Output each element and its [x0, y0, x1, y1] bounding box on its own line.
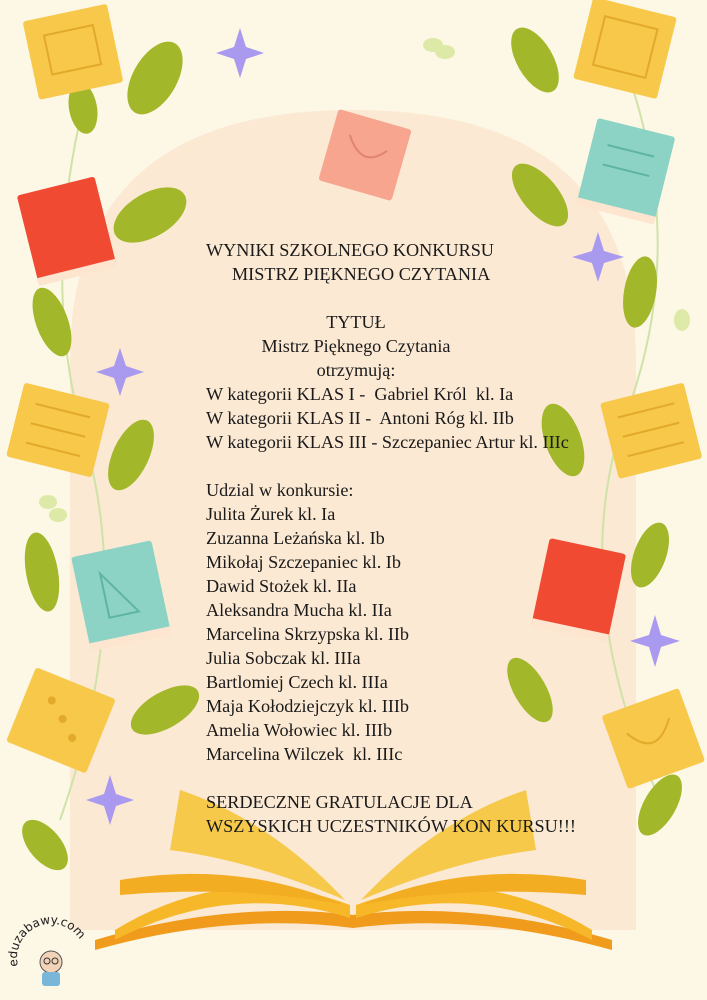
participant-item: Dawid Stożek kl. IIa: [206, 576, 357, 596]
logo-text: eduzabawy.com: [6, 912, 89, 968]
participant-item: Marcelina Wilczek kl. IIIc: [206, 744, 403, 764]
winner-line: W kategorii KLAS III - Szczepaniec Artur kl. IIIc: [206, 432, 569, 452]
heading-line-1: WYNIKI SZKOLNEGO KONKURSU: [206, 240, 494, 260]
participant-item: Marcelina Skrzypska kl. IIb: [206, 624, 410, 644]
congrats-line-2: WSZYSKICH UCZESTNIKÓW KON KURSU!!!: [206, 816, 576, 836]
participants-label: Udzial w konkursie:: [206, 480, 354, 500]
book-yellow-topright: [573, 0, 677, 99]
results-text: [206, 238, 676, 838]
star: [216, 28, 264, 78]
heading: [206, 238, 676, 286]
participant-item: Mikołaj Szczepaniec kl. Ib: [206, 552, 401, 572]
participant-item: Julia Sobczak kl. IIIa: [206, 648, 361, 668]
winner-line: W kategorii KLAS I - Gabriel Król kl. Ia: [206, 384, 514, 404]
participants-section: [206, 478, 676, 766]
award-received-by: otrzymują:: [316, 360, 396, 380]
book-teal-right: [576, 118, 675, 225]
heading-line-2: MISTRZ PIĘKNEGO CZYTANIA: [232, 264, 491, 284]
leaf: [501, 20, 568, 100]
award-title: TYTUŁ: [326, 312, 386, 332]
logo-mascot-icon: [40, 951, 62, 973]
participant-item: Maja Kołodziejczyk kl. IIIb: [206, 696, 410, 716]
congratulations: [206, 790, 676, 838]
leaf: [19, 530, 64, 614]
leaf: [116, 32, 194, 123]
book-yellow-topleft: [23, 4, 124, 100]
participant-item: Julita Żurek kl. Ia: [206, 504, 336, 524]
participant-item: Amelia Wołowiec kl. IIIb: [206, 720, 393, 740]
eduzabawy-logo: [6, 904, 96, 994]
participant-item: Aleksandra Mucha kl. IIa: [206, 600, 392, 620]
congrats-line-1: SERDECZNE GRATULACJE DLA: [206, 792, 473, 812]
winner-line: W kategorii KLAS II - Antoni Róg kl. IIb: [206, 408, 514, 428]
leaf: [13, 812, 76, 879]
award-name: Mistrz Pięknego Czytania: [261, 336, 451, 356]
participant-item: Zuzanna Leżańska kl. Ib: [206, 528, 385, 548]
book-red-left: [17, 176, 117, 286]
participant-item: Bartlomiej Czech kl. IIIa: [206, 672, 388, 692]
award-section: [206, 310, 676, 454]
